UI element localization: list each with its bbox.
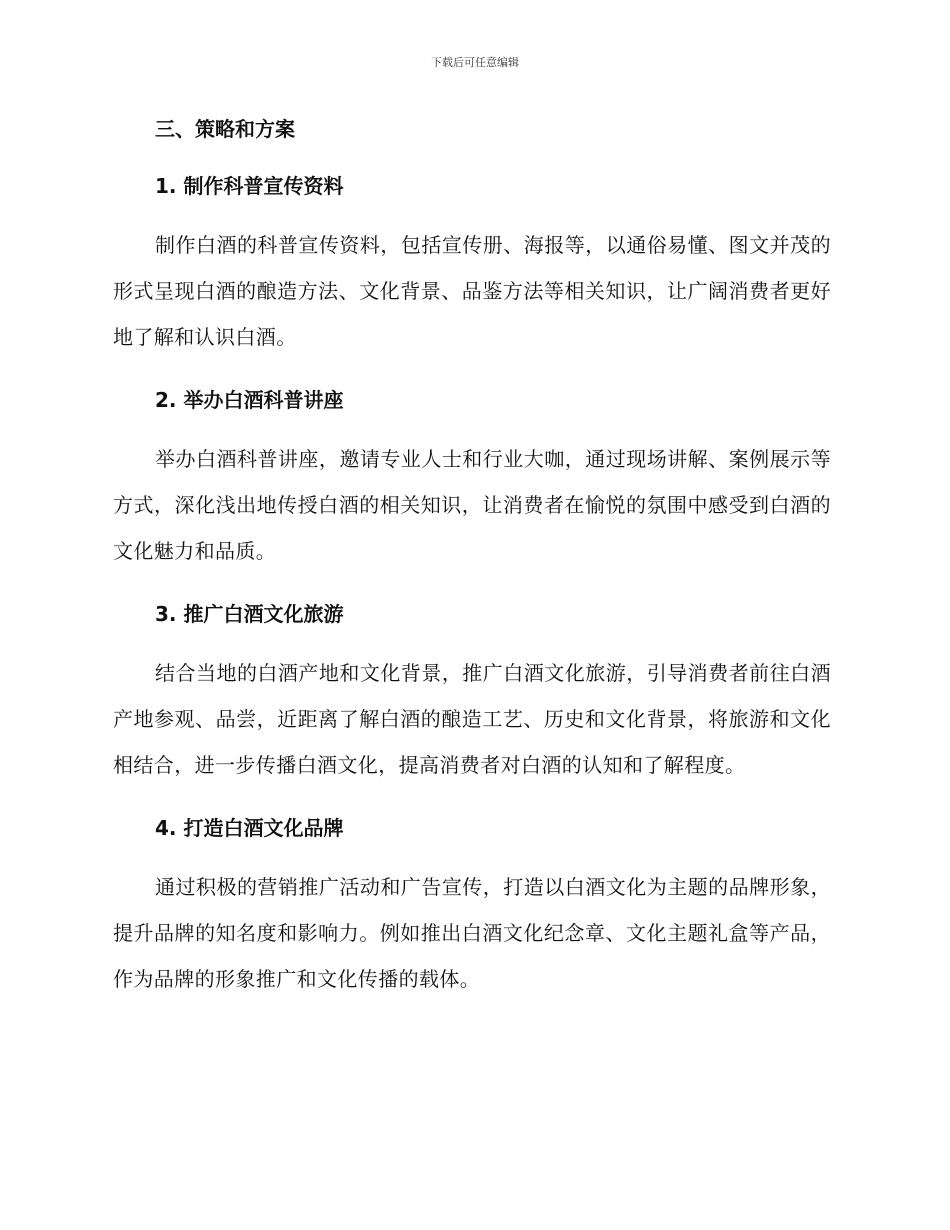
section-title: 三、策略和方案 (155, 117, 295, 141)
item-heading-3: 3. 推广白酒文化旅游 (155, 602, 344, 626)
document-body (113, 112, 831, 1025)
item-paragraph-3: 结合当地的白酒产地和文化背景，推广白酒文化旅游，引导消费者前往白酒产地参观、品尝，近距离了解白酒的酿造工艺、历史和文化背景，将旅游和文化相结合，进一步传播白酒文化，提高消费者对白酒的认知和了解程度。 (113, 661, 831, 777)
item-heading-4: 4. 打造白酒文化品牌 (155, 816, 344, 840)
item-heading-1: 1. 制作科普宣传资料 (155, 174, 344, 198)
item-paragraph-4: 通过积极的营销推广活动和广告宣传，打造以白酒文化为主题的品牌形象，提升品牌的知名度和影响力。例如推出白酒文化纪念章、文化主题礼盒等产品，作为品牌的形象推广和文化传播的载体。 (113, 875, 831, 991)
item-paragraph-1: 制作白酒的科普宣传资料，包括宣传册、海报等，以通俗易懂、图文并茂的形式呈现白酒的酿造方法、文化背景、品鉴方法等相关知识，让广阔消费者更好地了解和认识白酒。 (113, 233, 831, 349)
item-paragraph-2: 举办白酒科普讲座，邀请专业人士和行业大咖，通过现场讲解、案例展示等方式，深化浅出地传授白酒的相关知识，让消费者在愉悦的氛围中感受到白酒的文化魅力和品质。 (113, 447, 831, 563)
item-heading-2: 2. 举办白酒科普讲座 (155, 388, 344, 412)
page-header-note: 下载后可任意编辑 (431, 56, 519, 69)
